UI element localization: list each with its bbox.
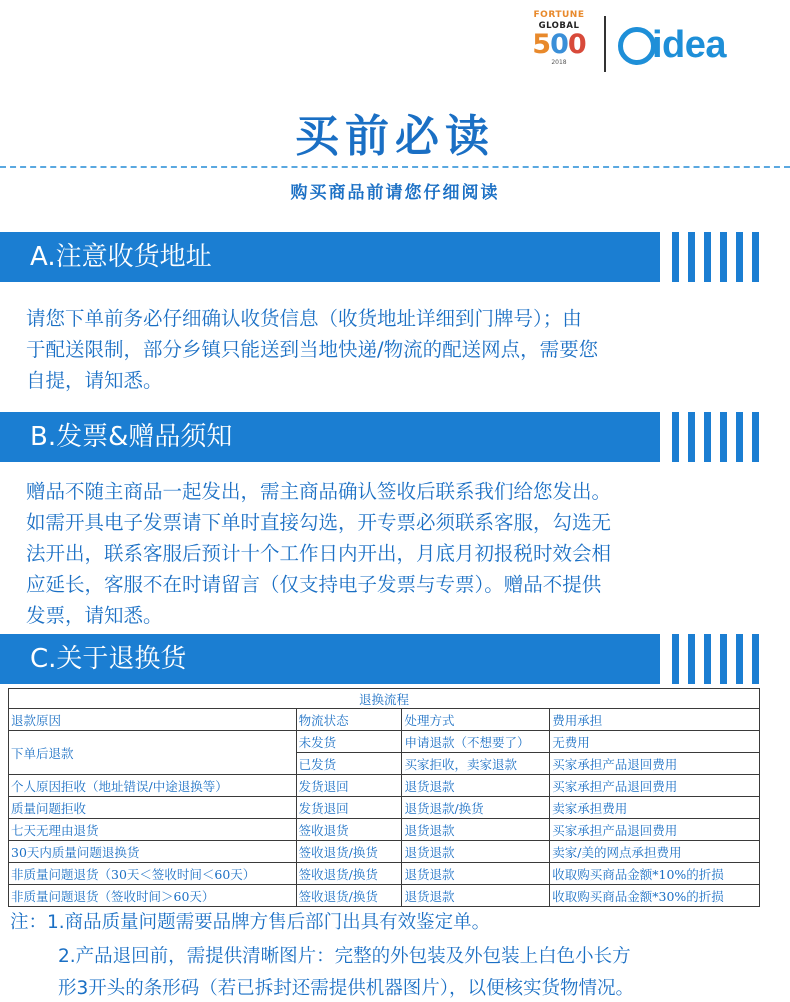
cell-cost: 无费用 [550,731,760,753]
cell-cost: 收取购买商品金额*30%的折损 [550,885,760,907]
cell-method: 退货退款 [402,885,550,907]
section-c-title: C.关于退换货 [30,644,187,674]
section-b-title: B.发票&赠品须知 [30,422,233,452]
cell-method: 退货退款 [402,841,550,863]
col-header: 物流状态 [296,709,402,731]
page-subtitle: 购买商品前请您仔细阅读 [290,183,500,203]
fortune-line1: FORTUNE [533,10,585,20]
stripes-decoration [672,634,790,684]
cell-method: 申请退款（不想要了） [402,731,550,753]
logo-divider [604,16,606,72]
section-b-line: 法开出，联系客服后预计十个工作日内开出，月底月初报税时效会相 [26,542,612,565]
note-line-1: 注：1.商品质量问题需要品牌方售后部门出具有效鉴定单。 [10,912,491,933]
title-box [262,106,528,168]
section-a-title: A.注意收货地址 [30,242,212,272]
section-b-header [0,412,790,462]
fortune-year: 2018 [551,59,567,66]
section-a-header [0,232,790,282]
cell-method: 退货退款 [402,819,550,841]
cell-reason: 七天无理由退货 [9,819,297,841]
cell-method: 退货退款/换货 [402,797,550,819]
cell-method: 退货退款 [402,775,550,797]
page-title: 买前必读 [295,111,495,162]
table-row [9,819,760,841]
brand-logos [528,8,778,78]
section-a-line: 自提，请知悉。 [26,369,163,392]
cell-reason: 下单后退款 [9,731,297,775]
section-b-line: 如需开具电子发票请下单时直接勾选，开专票必须联系客服，勾选无 [26,511,612,534]
cell-status: 签收退货/换货 [296,841,402,863]
return-table [8,688,760,907]
table-caption: 退换流程 [9,689,760,709]
cell-cost: 买家承担产品退回费用 [550,819,760,841]
col-header: 退款原因 [9,709,297,731]
section-b-line: 应延长，客服不在时请留言（仅支持电子发票与专票）。赠品不提供 [26,573,602,596]
cell-status: 签收退货/换货 [296,885,402,907]
section-a-line: 于配送限制，部分乡镇只能送到当地快递/物流的配送网点，需要您 [26,338,599,361]
fortune-500-logo [528,10,590,66]
col-header: 费用承担 [550,709,760,731]
note-line-2: 2.产品退回前，需提供清晰图片：完整的外包装及外包装上白色小长方 [58,946,631,967]
section-b-line: 发票，请知悉。 [26,604,163,627]
cell-status: 已发货 [296,753,402,775]
cell-status: 签收退货/换货 [296,863,402,885]
cell-reason: 个人原因拒收（地址错误/中途退换等） [9,775,297,797]
cell-reason: 非质量问题退货（30天＜签收时间＜60天） [9,863,297,885]
cell-status: 签收退货 [296,819,402,841]
table-header-row [9,709,760,731]
section-c-header [0,634,790,684]
midea-m-ring-icon [618,27,656,65]
note-line-3: 形3开头的条形码（若已拆封还需提供机器图片），以便核实货物情况。 [58,978,635,999]
cell-cost: 卖家/美的网点承担费用 [550,841,760,863]
cell-status: 发货退回 [296,797,402,819]
stripes-decoration [672,232,790,282]
table-row [9,885,760,907]
section-a-text [26,303,771,396]
cell-reason: 非质量问题退货（签收时间＞60天） [9,885,297,907]
cell-status: 发货退回 [296,775,402,797]
section-a-line: 请您下单前务必仔细确认收货信息（收货地址详细到门牌号）；由 [26,307,582,330]
fortune-number: 500 [532,29,586,60]
table-row [9,775,760,797]
cell-method: 买家拒收，卖家退款 [402,753,550,775]
table-row [9,841,760,863]
cell-cost: 卖家承担费用 [550,797,760,819]
cell-reason: 30天内质量问题退换货 [9,841,297,863]
cell-method: 退货退款 [402,863,550,885]
cell-cost: 买家承担产品退回费用 [550,775,760,797]
stripes-decoration [672,412,790,462]
midea-wordmark: idea [652,24,727,66]
cell-cost: 买家承担产品退回费用 [550,753,760,775]
table-row [9,731,760,753]
midea-logo [618,24,726,67]
table-row [9,863,760,885]
title-divider [0,166,790,168]
table-row [9,797,760,819]
section-b-text [26,476,771,631]
cell-reason: 质量问题拒收 [9,797,297,819]
fortune-line2: GLOBAL [538,21,580,31]
cell-status: 未发货 [296,731,402,753]
col-header: 处理方式 [402,709,550,731]
cell-cost: 收取购买商品金额*10%的折损 [550,863,760,885]
section-b-line: 赠品不随主商品一起发出，需主商品确认签收后联系我们给您发出。 [26,480,612,503]
